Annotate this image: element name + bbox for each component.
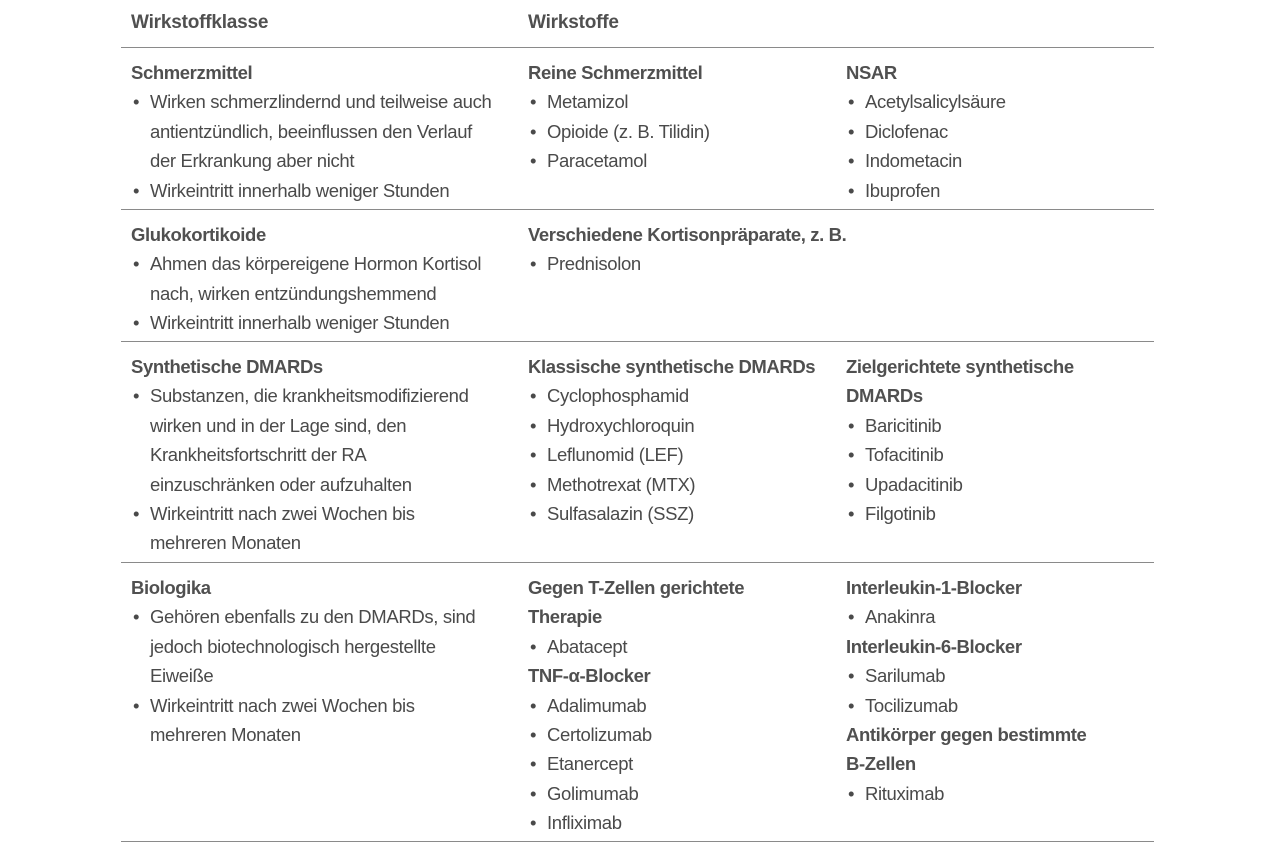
bullet-continuation: antientzündlich, beeinflussen den Verlauf xyxy=(150,120,472,142)
drug-class-table xyxy=(121,0,1154,842)
cell-heading: Gegen T-Zellen gerichtete xyxy=(528,577,745,598)
class-cell xyxy=(131,573,516,749)
bullet-item: • Leflunomid (LEF) xyxy=(528,440,833,469)
bullet-continuation: mehreren Monaten xyxy=(150,532,301,554)
cell-heading: Interleukin-1-Blocker xyxy=(846,577,1022,598)
cell-heading: Klassische synthetische DMARDs xyxy=(528,356,816,377)
bullet-continuation: Krankheitsfortschritt der RA xyxy=(150,444,367,466)
bullet-item: • Methotrexat (MTX) xyxy=(528,470,833,499)
bullet-item: • Cyclophosphamid xyxy=(528,381,833,410)
substances-cell-2 xyxy=(846,573,1146,808)
table-body xyxy=(121,48,1154,842)
cell-heading: NSAR xyxy=(846,62,897,83)
row-glukokortikoide xyxy=(121,210,1154,342)
bullet-item: • Sulfasalazin (SSZ) xyxy=(528,499,833,528)
bullet-item: • Wirkeintritt nach zwei Wochen bis xyxy=(131,691,516,720)
bullet-item: • Wirkeintritt nach zwei Wochen bis xyxy=(131,499,516,528)
bullet-item: • Rituximab xyxy=(846,779,1146,808)
cell-heading: Schmerzmittel xyxy=(131,62,253,83)
bullet-continuation: jedoch biotechnologisch hergestellte xyxy=(150,635,436,657)
substances-cell xyxy=(528,352,833,528)
bullet-item: • Tocilizumab xyxy=(846,691,1146,720)
bullet-item: • Wirkeintritt innerhalb weniger Stunden xyxy=(131,308,516,337)
table-header xyxy=(121,0,1154,48)
bullet-item: • Upadacitinib xyxy=(846,470,1146,499)
header-wirkstoffklasse: Wirkstoffklasse xyxy=(131,12,269,33)
cell-heading: Synthetische DMARDs xyxy=(131,356,323,377)
class-cell xyxy=(131,352,516,558)
bullet-item: • Adalimumab xyxy=(528,691,833,720)
cell-heading: Verschiedene Kortisonpräparate, z. B. xyxy=(528,224,847,245)
bullet-item: • Baricitinib xyxy=(846,411,1146,440)
bullet-item: • Hydroxychloroquin xyxy=(528,411,833,440)
bullet-item: • Metamizol xyxy=(528,87,833,116)
bullet-item: • Diclofenac xyxy=(846,117,1146,146)
bullet-continuation: wirken und in der Lage sind, den xyxy=(150,414,407,436)
bullet-item: • Abatacept xyxy=(528,632,833,661)
bullet-item: • Wirkeintritt innerhalb weniger Stunden xyxy=(131,176,516,205)
bullet-continuation: einzuschränken oder aufzuhalten xyxy=(150,473,412,495)
row-schmerzmittel xyxy=(121,48,1154,210)
cell-heading: Glukokortikoide xyxy=(131,224,266,245)
header-wirkstoffe: Wirkstoffe xyxy=(528,12,619,33)
substances-cell xyxy=(528,573,833,838)
bullet-item: • Prednisolon xyxy=(528,249,833,278)
cell-heading: TNF-α-Blocker xyxy=(528,665,651,687)
bullet-item: • Tofacitinib xyxy=(846,440,1146,469)
cell-heading: Biologika xyxy=(131,577,211,598)
bullet-item: • Paracetamol xyxy=(528,146,833,175)
bullet-item: • Substanzen, die krankheitsmodifizierend xyxy=(131,381,516,410)
bullet-item: • Golimumab xyxy=(528,779,833,808)
row-synthetische-dmards xyxy=(121,342,1154,563)
bullet-item: • Certolizumab xyxy=(528,720,833,749)
bullet-item: • Infliximab xyxy=(528,808,833,837)
bullet-continuation: nach, wirken entzündungshemmend xyxy=(150,282,437,304)
bullet-item: • Ahmen das körpereigene Hormon Kortisol xyxy=(131,249,516,278)
class-cell xyxy=(131,220,516,338)
substances-cell-2 xyxy=(846,352,1146,528)
substances-cell-2 xyxy=(846,58,1146,205)
bullet-continuation: mehreren Monaten xyxy=(150,723,301,745)
cell-heading: Therapie xyxy=(528,606,602,628)
bullet-item: • Filgotinib xyxy=(846,499,1146,528)
bullet-item: • Indometacin xyxy=(846,146,1146,175)
cell-heading: Antikörper gegen bestimmte xyxy=(846,723,1087,745)
substances-cell xyxy=(528,220,847,279)
bullet-item: • Wirken schmerzlindernd und teilweise auch xyxy=(131,87,516,116)
cell-heading: DMARDs xyxy=(846,385,923,407)
bullet-continuation: Eiweiße xyxy=(150,665,214,687)
cell-heading: B-Zellen xyxy=(846,753,916,775)
bullet-item: • Gehören ebenfalls zu den DMARDs, sind xyxy=(131,602,516,631)
substances-cell xyxy=(528,58,833,176)
bullet-item: • Etanercept xyxy=(528,749,833,778)
class-cell xyxy=(131,58,516,205)
bullet-item: • Anakinra xyxy=(846,602,1146,631)
bullet-item: • Sarilumab xyxy=(846,661,1146,690)
bullet-continuation: der Erkrankung aber nicht xyxy=(150,150,355,172)
bullet-item: • Ibuprofen xyxy=(846,176,1146,205)
bullet-item: • Opioide (z. B. Tilidin) xyxy=(528,117,833,146)
row-biologika xyxy=(121,563,1154,842)
cell-heading: Reine Schmerzmittel xyxy=(528,62,703,83)
cell-heading: Interleukin-6-Blocker xyxy=(846,635,1022,657)
bullet-item: • Acetylsalicylsäure xyxy=(846,87,1146,116)
cell-heading: Zielgerichtete synthetische xyxy=(846,356,1074,377)
